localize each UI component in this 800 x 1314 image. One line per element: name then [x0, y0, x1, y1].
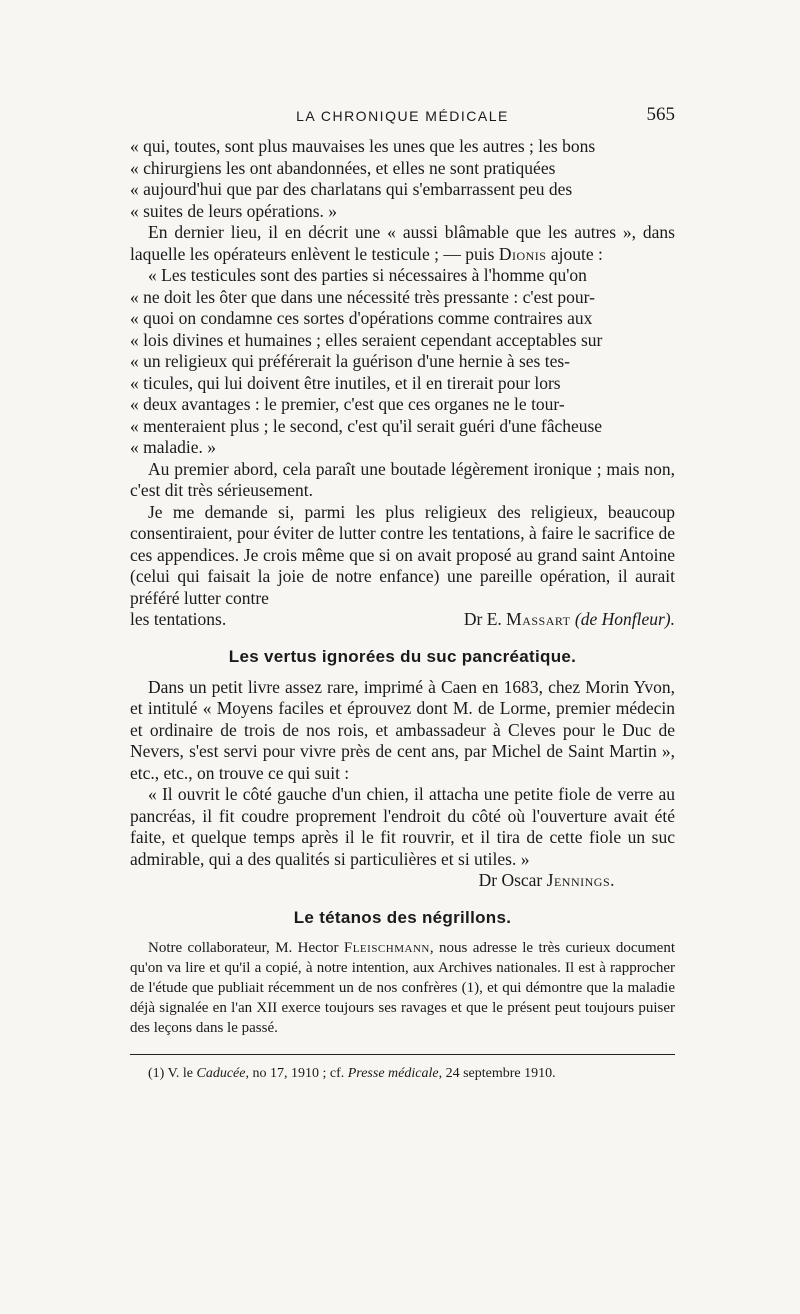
- quote-line: « deux avantages : le premier, c'est que ces organes ne le tour-: [130, 394, 565, 414]
- footnote-journal: Caducée: [196, 1065, 246, 1081]
- footnote-journal: Presse médicale: [347, 1065, 439, 1081]
- section-heading: Les vertus ignorées du suc pancréatique.: [228, 646, 577, 666]
- quote-line: « quoi on condamne ces sortes d'opérations comme contraires aux: [130, 308, 593, 328]
- quote-line: « un religieux qui préférerait la guérison d'une hernie à ses tes-: [130, 351, 571, 371]
- quote-line: « lois divines et humaines ; elles seraient cependant acceptables sur: [130, 329, 603, 350]
- footnote-rule: [130, 1054, 675, 1055]
- quote-line: « Les testicules sont des parties si nécessaires à l'homme qu'on: [148, 265, 587, 285]
- paragraph: Au premier abord, cela paraît une boutade légèrement ironique ; mais non, c'est dit très sérieusement.: [130, 458, 675, 500]
- quote-line: « aujourd'hui que par des charlatans qui s'embarrassent peu des: [130, 179, 573, 199]
- page-content: [130, 136, 675, 1083]
- signature-title: Dr Oscar: [478, 870, 543, 890]
- footnote-text: (1) V. le: [148, 1065, 193, 1081]
- quote-line: « chirurgiens les ont abandonnées, et elles ne sont pratiquées: [130, 157, 556, 178]
- section-castration: [130, 136, 675, 631]
- footnote: [130, 1065, 675, 1083]
- paragraph-text: les tentations.: [130, 609, 227, 629]
- page-number: 565: [646, 104, 675, 125]
- quote-line: « qui, toutes, sont plus mauvaises les unes que les autres ; les bons: [130, 136, 596, 156]
- section-heading: Le tétanos des négrillons.: [293, 907, 512, 927]
- signature-name: Massart: [506, 609, 571, 629]
- quote-line: « ticules, qui lui doivent être inutiles, et il en tirerait pour lors: [130, 372, 561, 393]
- signature: [130, 870, 675, 892]
- quote-line: « ne doit les ôter que dans une nécessité très pressante : c'est pour-: [130, 286, 595, 307]
- paragraph-text: En dernier lieu, il en décrit une « aussi blâmable que les autres », dans laquelle les opérateurs enlèvent le testicule ; — puis: [130, 222, 675, 264]
- paragraph-text: Notre collaborateur, M. Hector: [148, 939, 339, 956]
- paragraph-text: ajoute :: [546, 243, 603, 264]
- signature: [464, 609, 675, 631]
- author-dionis: Dionis: [498, 243, 547, 264]
- section-tetanus: [130, 938, 675, 1038]
- paragraph: [130, 222, 675, 265]
- paragraph-end-with-signature: [130, 609, 675, 631]
- person-name: Fleischmann: [343, 939, 430, 956]
- paragraph: Je me demande si, parmi les plus religieux des religieux, beaucoup consentiraient, pour éviter de lutter contre les tentations, à faire le sacrifice de ces appendices. Je crois même que si on avait proposé au grand saint Antoine (celui qui faisait la joie de notre enfance) une pareille opération, il aurait préféré lutter contre: [130, 501, 675, 608]
- quote-line: « menteraient plus ; le second, c'est qu'il serait guéri d'une fâcheuse: [130, 415, 603, 436]
- paragraph: [130, 938, 675, 1038]
- quote-line: « maladie. »: [130, 437, 217, 457]
- signature-place: (de Honfleur).: [574, 609, 675, 629]
- footnote-text: , no 17, 1910 ; cf.: [245, 1065, 345, 1081]
- signature-title: Dr E.: [463, 609, 502, 629]
- quote-paragraph: « Il ouvrit le côté gauche d'un chien, il attacha une petite fiole de verre au pancréas, il fit coudre proprement l'endroit du côté où l'ouverture avait été faite, et quelque temps après il le fit rouvrir, et il tira de cette fiole un suc admirable, qui a des qualités si particulières et si utiles. »: [130, 784, 675, 869]
- paragraph: Dans un petit livre assez rare, imprimé à Caen en 1683, chez Morin Yvon, et intitulé « Moyens faciles et éprouvez dont M. de Lorme, premier médecin et ordinaire de trois de nos rois, et ambassadeur à Cleves pour le Duc de Nevers, s'est servi pour vivre près de cent ans, par Michel de Saint Martin », etc., etc., on trouve ce qui suit :: [130, 676, 675, 783]
- signature-name: Jennings.: [546, 870, 615, 890]
- section-pancreatic: [130, 677, 675, 892]
- page-header: [130, 100, 675, 130]
- quote-line: « suites de leurs opérations. »: [130, 200, 338, 221]
- footnote-text: , 24 septembre 1910.: [438, 1065, 556, 1081]
- running-title: LA CHRONIQUE MÉDICALE: [296, 108, 509, 124]
- paragraph-text: , nous adresse le très curieux document qu'on va lire et qu'il a copié, à notre intention, aux Archives nationales. Il est à rapprocher de l'étude que publiait récemment un de nos confrères (1), et qui démontre que la maladie déjà signalée en l'an XII exerce toujours ses ravages et que le présent peut toujours puiser des leçons dans le passé.: [130, 939, 676, 1036]
